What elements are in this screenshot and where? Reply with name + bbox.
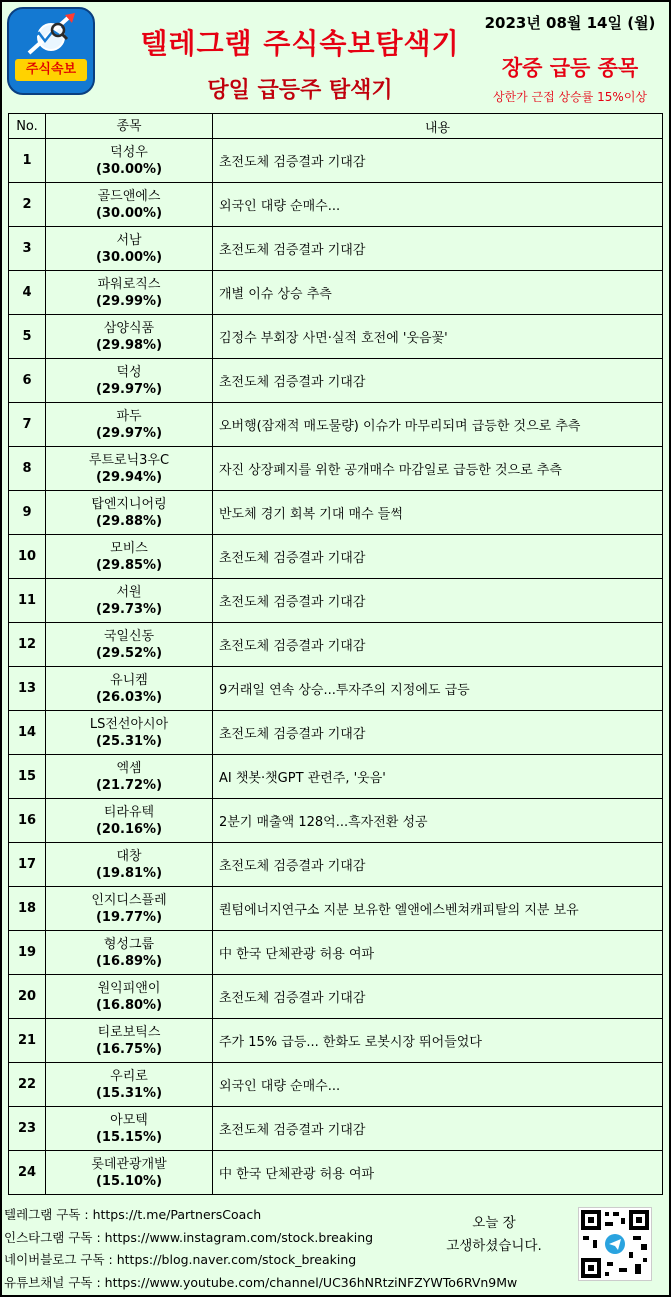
row-number: 7 (9, 403, 46, 447)
closing-message (430, 1212, 558, 1258)
stock-description: 오버행(잠재적 매도물량) 이슈가 마무리되며 급등한 것으로 추측 (213, 403, 663, 447)
table-row (9, 315, 663, 359)
table-row (9, 843, 663, 887)
row-number: 17 (9, 843, 46, 887)
table-row (9, 139, 663, 183)
table-row (9, 1107, 663, 1151)
stock-change-pct: (26.03%) (95, 689, 163, 705)
stock-name: LS전선아시아 (89, 716, 169, 732)
stock-description: 주가 15% 급등... 한화도 로봇시장 뛰어들었다 (213, 1019, 663, 1063)
page-subtitle: 당일 급등주 탐색기 (207, 78, 393, 103)
stock-cell (46, 623, 213, 667)
stock-change-pct: (30.00%) (95, 161, 163, 177)
stock-name: 티라유텍 (103, 804, 155, 820)
stock-name: 삼양식품 (103, 320, 155, 336)
page-title: 텔레그램 주식속보탐색기 (140, 27, 460, 60)
stock-change-pct: (19.77%) (95, 909, 163, 925)
stock-change-pct: (29.97%) (95, 425, 163, 441)
table-header-row (9, 114, 663, 139)
table-row (9, 447, 663, 491)
stock-cell (46, 183, 213, 227)
stock-name: 형성그룹 (103, 936, 155, 952)
table-row (9, 579, 663, 623)
stock-name: 루트로닉3우C (88, 452, 170, 468)
stock-description: 초전도체 검증결과 기대감 (213, 711, 663, 755)
row-number: 20 (9, 975, 46, 1019)
stock-description: AI 챗봇·챗GPT 관련주, '웃음' (213, 755, 663, 799)
stock-change-pct: (20.16%) (95, 821, 163, 837)
table-row (9, 1019, 663, 1063)
stock-cell (46, 579, 213, 623)
stock-change-pct: (29.98%) (95, 337, 163, 353)
stock-description: 초전도체 검증결과 기대감 (213, 535, 663, 579)
stock-description: 초전도체 검증결과 기대감 (213, 623, 663, 667)
row-number: 22 (9, 1063, 46, 1107)
table-row (9, 975, 663, 1019)
stock-description: 中 한국 단체관광 허용 여파 (213, 931, 663, 975)
row-number: 19 (9, 931, 46, 975)
table-row (9, 271, 663, 315)
stock-cell (46, 667, 213, 711)
stock-change-pct: (16.75%) (95, 1041, 163, 1057)
stock-description: 초전도체 검증결과 기대감 (213, 359, 663, 403)
stock-cell (46, 799, 213, 843)
stock-change-pct: (16.80%) (95, 997, 163, 1013)
stock-cell (46, 975, 213, 1019)
table-row (9, 535, 663, 579)
table-row (9, 887, 663, 931)
stock-name: 서원 (116, 584, 142, 600)
stock-description: 초전도체 검증결과 기대감 (213, 1107, 663, 1151)
stock-cell (46, 403, 213, 447)
stock-change-pct: (29.73%) (95, 601, 163, 617)
stock-name: 아모텍 (110, 1112, 148, 1128)
stock-description: 외국인 대량 순매수... (213, 1063, 663, 1107)
table-row (9, 1063, 663, 1107)
stock-name: 티로보틱스 (97, 1024, 161, 1040)
stock-name: 원익피앤이 (97, 980, 161, 996)
stock-description: 초전도체 검증결과 기대감 (213, 843, 663, 887)
stock-name: 서남 (116, 232, 142, 248)
stock-name: 롯데관광개발 (91, 1156, 167, 1172)
stock-cell (46, 755, 213, 799)
section-title: 장중 급등 종목 (501, 56, 639, 80)
stock-change-pct: (30.00%) (95, 249, 163, 265)
stock-cell (46, 491, 213, 535)
stock-description: 9거래일 연속 상승...투자주의 지정에도 급등 (213, 667, 663, 711)
stock-description: 초전도체 검증결과 기대감 (213, 579, 663, 623)
stock-cell (46, 227, 213, 271)
stock-change-pct: (15.10%) (95, 1173, 163, 1189)
row-number: 23 (9, 1107, 46, 1151)
stock-cell (46, 447, 213, 491)
stock-change-pct: (25.31%) (95, 733, 163, 749)
rocket-icon (9, 9, 93, 59)
table-row (9, 1151, 663, 1195)
stock-cell (46, 1063, 213, 1107)
stock-name: 덕성우 (110, 144, 148, 160)
table-row (9, 667, 663, 711)
stock-cell (46, 271, 213, 315)
criteria-note: 상한가 근접 상승률 15%이상 (492, 90, 648, 104)
stock-name: 우리로 (110, 1068, 148, 1084)
table-row (9, 183, 663, 227)
row-number: 8 (9, 447, 46, 491)
stock-change-pct: (15.15%) (95, 1129, 163, 1145)
stock-cell (46, 315, 213, 359)
stock-name: 파워로직스 (97, 276, 161, 292)
stock-cell (46, 535, 213, 579)
stock-name: 인지디스플레 (91, 892, 167, 908)
row-number: 24 (9, 1151, 46, 1195)
stock-description: 초전도체 검증결과 기대감 (213, 227, 663, 271)
stock-name: 모비스 (110, 540, 148, 556)
stock-cell (46, 887, 213, 931)
stock-name: 대창 (116, 848, 142, 864)
stock-cell (46, 1151, 213, 1195)
stock-change-pct: (29.97%) (95, 381, 163, 397)
stock-description: 자진 상장폐지를 위한 공개매수 마감일로 급등한 것으로 추측 (213, 447, 663, 491)
row-number: 12 (9, 623, 46, 667)
stock-name: 덕성 (116, 364, 142, 380)
stock-cell (46, 1107, 213, 1151)
youtube-link[interactable]: 유튜브채널 구독 : https://www.youtube.com/channel/UC36hNRtziNFZYWTo6RVn9Mw (4, 1274, 518, 1290)
report-date: 2023년 08월 14일 (월) (484, 14, 656, 32)
stock-description: 반도체 경기 회복 기대 매수 들썩 (213, 491, 663, 535)
qr-code-icon (579, 1208, 651, 1280)
table-row (9, 931, 663, 975)
row-number: 10 (9, 535, 46, 579)
header-name: 종목 (46, 114, 213, 139)
logo-text: 주식속보 (15, 59, 87, 81)
stock-cell (46, 843, 213, 887)
telegram-link[interactable]: 텔레그램 구독 : https://t.me/PartnersCoach (4, 1207, 262, 1222)
stock-cell (46, 931, 213, 975)
table-row (9, 359, 663, 403)
stock-change-pct: (29.94%) (95, 469, 163, 485)
table-row (9, 403, 663, 447)
table-row (9, 491, 663, 535)
row-number: 5 (9, 315, 46, 359)
table-row (9, 755, 663, 799)
stock-description: 초전도체 검증결과 기대감 (213, 139, 663, 183)
header-desc: 내용 (213, 114, 663, 139)
stock-description: 2분기 매출액 128억...흑자전환 성공 (213, 799, 663, 843)
logo (7, 7, 95, 95)
row-number: 15 (9, 755, 46, 799)
stock-name: 탑엔지니어링 (91, 496, 167, 512)
stock-change-pct: (15.31%) (95, 1085, 163, 1101)
table-row (9, 623, 663, 667)
stock-name: 유니켐 (110, 672, 148, 688)
instagram-link[interactable]: 인스타그램 구독 : https://www.instagram.com/stock.breaking (4, 1229, 374, 1245)
row-number: 11 (9, 579, 46, 623)
stock-description: 초전도체 검증결과 기대감 (213, 975, 663, 1019)
stock-description: 퀀텀에너지연구소 지분 보유한 엘앤에스벤쳐캐피탈의 지분 보유 (213, 887, 663, 931)
stock-change-pct: (29.52%) (95, 645, 163, 661)
stock-cell (46, 359, 213, 403)
row-number: 16 (9, 799, 46, 843)
header-no: No. (9, 114, 46, 139)
stock-cell (46, 1019, 213, 1063)
stock-name: 국일신동 (103, 628, 155, 644)
stock-change-pct: (29.99%) (95, 293, 163, 309)
row-number: 3 (9, 227, 46, 271)
row-number: 18 (9, 887, 46, 931)
table-row (9, 711, 663, 755)
stock-change-pct: (16.89%) (95, 953, 163, 969)
stock-cell (46, 711, 213, 755)
row-number: 21 (9, 1019, 46, 1063)
stock-change-pct: (19.81%) (95, 865, 163, 881)
stock-change-pct: (29.85%) (95, 557, 163, 573)
row-number: 9 (9, 491, 46, 535)
stock-name: 파두 (116, 408, 142, 424)
stock-change-pct: (30.00%) (95, 205, 163, 221)
stock-cell (46, 139, 213, 183)
row-number: 1 (9, 139, 46, 183)
row-number: 13 (9, 667, 46, 711)
stock-name: 골드앤에스 (97, 188, 161, 204)
stock-description: 김정수 부회장 사면·실적 호전에 '웃음꽃' (213, 315, 663, 359)
stock-table (8, 113, 663, 1195)
stock-change-pct: (29.88%) (95, 513, 163, 529)
stock-change-pct: (21.72%) (95, 777, 163, 793)
row-number: 4 (9, 271, 46, 315)
qr-code[interactable] (578, 1207, 652, 1281)
row-number: 2 (9, 183, 46, 227)
stock-description: 中 한국 단체관광 허용 여파 (213, 1151, 663, 1195)
closing-line-2: 고생하셨습니다. (446, 1238, 542, 1254)
row-number: 14 (9, 711, 46, 755)
stock-description: 외국인 대량 순매수... (213, 183, 663, 227)
blog-link[interactable]: 네이버블로그 구독 : https://blog.naver.com/stock_breaking (4, 1252, 357, 1267)
stock-description: 개별 이슈 상승 추측 (213, 271, 663, 315)
stock-name: 엑셈 (116, 760, 142, 776)
closing-line-1: 오늘 장 (472, 1215, 516, 1231)
table-row (9, 799, 663, 843)
row-number: 6 (9, 359, 46, 403)
table-row (9, 227, 663, 271)
